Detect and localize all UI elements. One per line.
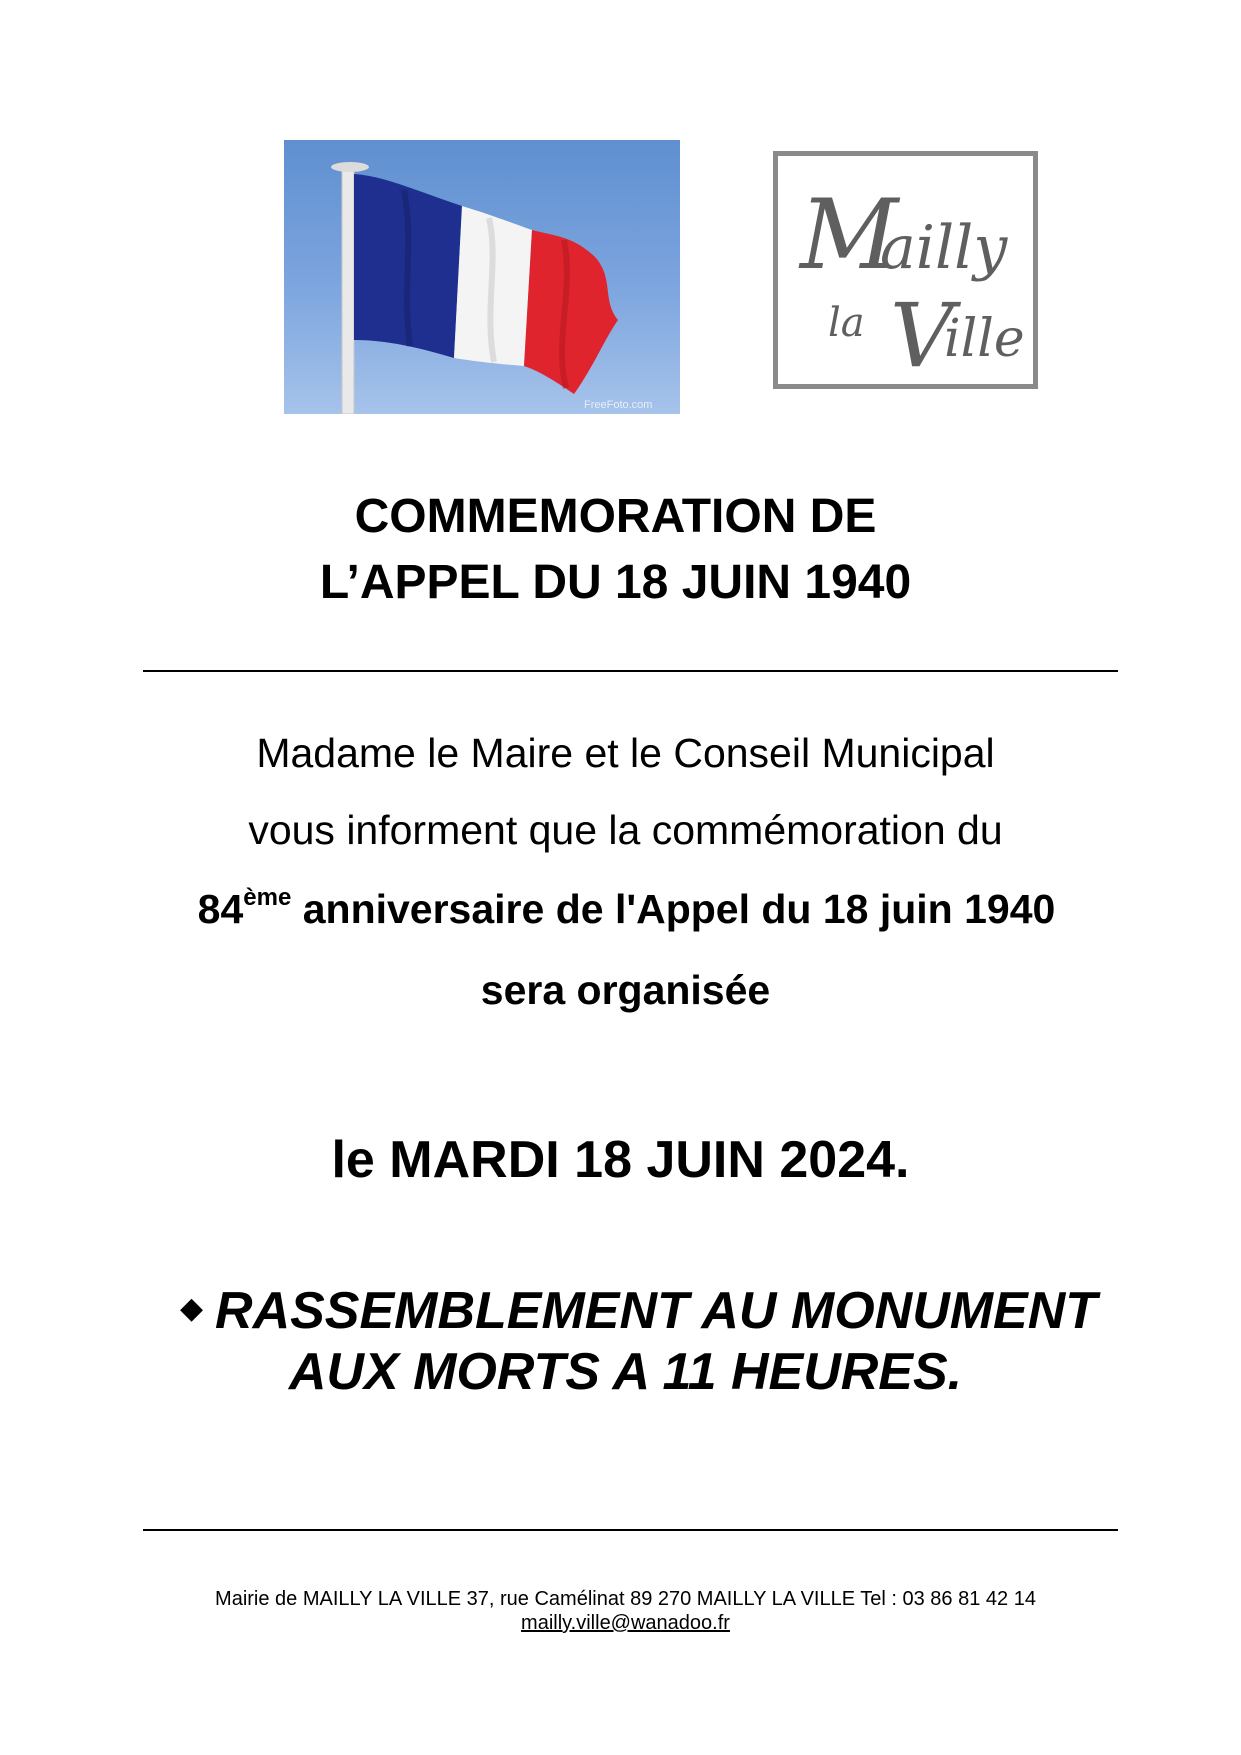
french-flag-icon bbox=[284, 140, 680, 414]
logo-word-ville-initial: V bbox=[890, 284, 954, 384]
rally-line-2: AUX MORTS A 11 HEURES. bbox=[288, 1343, 963, 1401]
logo-word-mailly: ailly bbox=[880, 213, 1008, 283]
rally-line-1 bbox=[18, 1277, 1241, 1343]
page-title-line-2: L’APPEL DU 18 JUIN 1940 bbox=[319, 556, 912, 609]
diamond-bullet-icon: ◆ bbox=[179, 1292, 204, 1325]
body-line-4: sera organisée bbox=[480, 967, 771, 1013]
event-date: le MARDI 18 JUIN 2024. bbox=[331, 1131, 910, 1189]
divider-top bbox=[143, 670, 1118, 672]
footer-address: Mairie de MAILLY LA VILLE 37, rue Camélinat 89 270 MAILLY LA VILLE Tel : 03 86 81 42 14 bbox=[215, 1588, 1036, 1610]
flag-photo bbox=[284, 140, 680, 414]
footer-email-link[interactable]: mailly.ville@wanadoo.fr bbox=[521, 1612, 730, 1634]
body-line-2: vous informent que la commémoration du bbox=[248, 807, 1003, 853]
rally-text-1: RASSEMBLEMENT AU MONUMENT bbox=[215, 1282, 1098, 1340]
mailly-la-ville-logo bbox=[773, 151, 1038, 389]
logo-word-mailly-initial: M bbox=[800, 179, 899, 291]
logo-word-la: la bbox=[828, 300, 865, 346]
page-title-line-1: COMMEMORATION DE bbox=[354, 490, 877, 543]
body-line-1: Madame le Maire et le Conseil Municipal bbox=[256, 730, 995, 776]
divider-bottom bbox=[143, 1529, 1118, 1531]
body-line-3 bbox=[6, 884, 1241, 934]
photo-credit: FreeFoto.com bbox=[584, 399, 653, 411]
anniversary-number: 84 bbox=[197, 886, 244, 932]
ordinal-suffix: ème bbox=[243, 884, 292, 911]
logo-word-ville: ille bbox=[944, 309, 1025, 369]
anniversary-text: anniversaire de l'Appel du 18 juin 1940 bbox=[291, 886, 1056, 932]
